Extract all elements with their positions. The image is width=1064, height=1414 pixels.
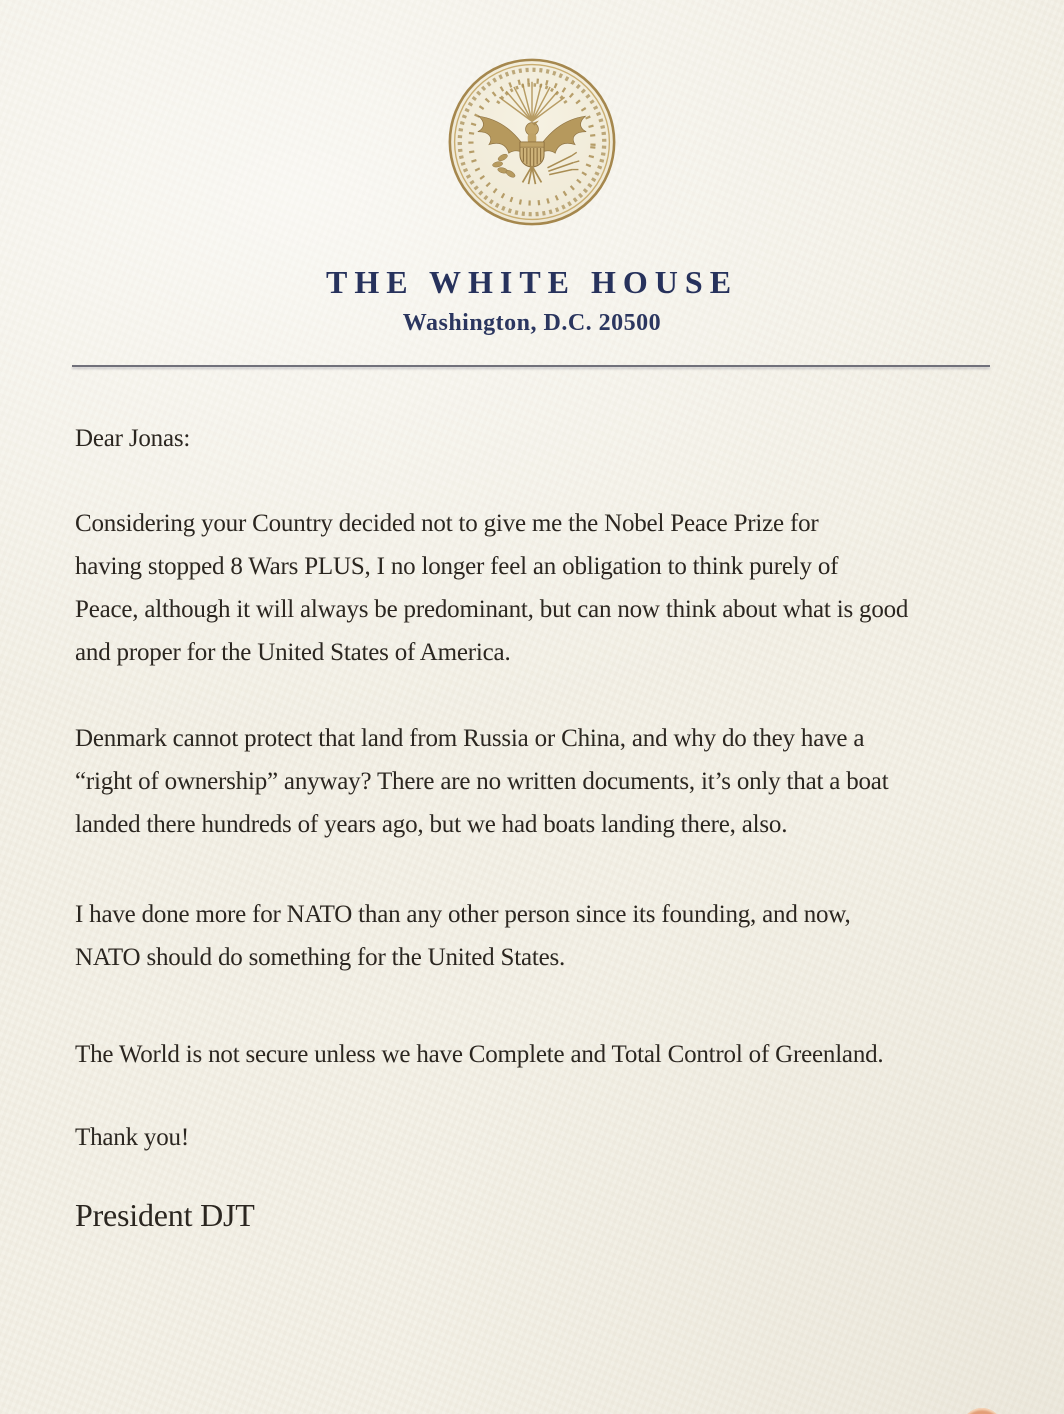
reaction-emoji-icon[interactable] [961,1408,1003,1414]
paragraph [75,1033,994,1076]
whitehouse-address: Washington, D.C. 20500 [402,310,662,336]
closing: Thank you! [75,1124,189,1151]
paragraph-line: having stopped 8 Wars PLUS, I no longer feel an obligation to think purely of [75,553,839,580]
salutation: Dear Jonas: [75,425,191,452]
whitehouse-title: THE WHITE HOUSE [325,264,739,300]
presidential-seal-icon [446,56,618,228]
paragraph-line: I have done more for NATO than any other person since its founding, and now, [75,901,851,928]
paragraph-line: The World is not secure unless we have Complete and Total Control of Greenland. [75,1041,884,1068]
paragraph [75,502,994,674]
seal-row [0,0,1064,228]
letter-body [75,417,994,1238]
paragraph-line: Denmark cannot protect that land from Russia or China, and why do they have a [75,725,865,752]
paragraph-line: landed there hundreds of years ago, but we had boats landing there, also. [75,811,788,838]
header-divider [72,365,990,367]
signature: President DJT [75,1197,255,1233]
paragraph-line: “right of ownership” anyway? There are no written documents, it’s only that a boat [75,768,889,795]
paragraph-line: Considering your Country decided not to give me the Nobel Peace Prize for [75,510,819,537]
paragraphs [75,502,994,1076]
paragraph-line: NATO should do something for the United States. [75,944,566,971]
paragraph-line: Peace, although it will always be predominant, but can now think about what is good [75,596,909,623]
paragraph [75,893,994,979]
paragraph [75,717,994,846]
paragraph-line: and proper for the United States of America. [75,639,511,666]
